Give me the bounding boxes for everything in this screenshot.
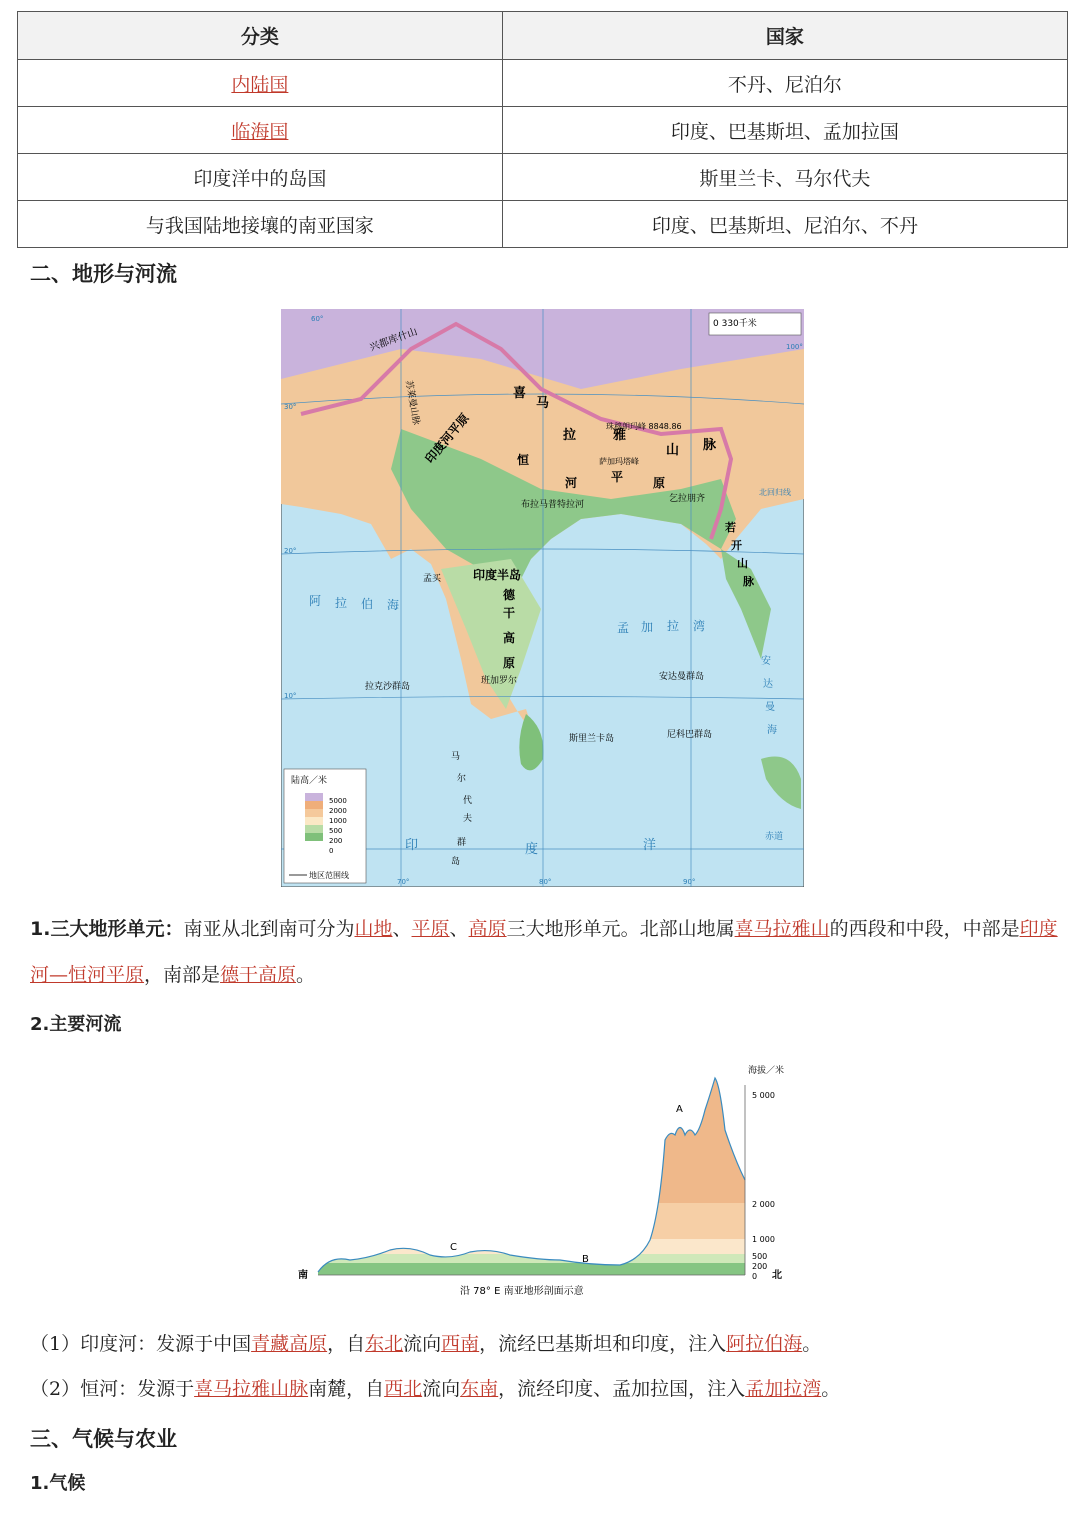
- label-andaman-sea-2: 达: [763, 679, 773, 690]
- label-bay-of-bengal-4: 湾: [693, 619, 706, 633]
- keyword-mountains: 山地: [354, 918, 393, 940]
- label-himalaya-5: 山: [666, 443, 680, 458]
- profile-north: 北: [772, 1270, 782, 1281]
- label-indian-ocean-1: 印: [405, 838, 419, 853]
- keyword-tibetan-plateau: 青藏高原: [251, 1333, 328, 1355]
- label-everest: 珠穆朗玛峰 8848.86: [606, 422, 682, 431]
- keyword-arabian-sea: 阿拉伯海: [726, 1333, 803, 1355]
- legend-value: 2000: [329, 807, 347, 815]
- label-maldives-1: 马: [451, 752, 461, 762]
- paragraph-ganges-river: [30, 1366, 1060, 1412]
- table-cell-category: 与我国陆地接壤的南亚国家: [18, 201, 503, 248]
- label-bay-of-bengal-2: 加: [641, 620, 654, 634]
- climate-heading: 1.气候: [30, 1473, 86, 1494]
- label-lon-90: 90°: [683, 878, 696, 886]
- para-text: 流向: [403, 1333, 442, 1355]
- label-indus-plain: 印度河平原: [422, 410, 472, 466]
- table-cell-countries: 印度、巴基斯坦、孟加拉国: [502, 107, 1067, 154]
- terrain-profile-diagram: [290, 1060, 810, 1300]
- label-himalaya-2: 马: [536, 396, 550, 411]
- rivers-heading: 2.主要河流: [30, 1014, 122, 1035]
- para-text: （2）恒河：发源于: [30, 1378, 195, 1400]
- keyword-himalaya: 喜马拉雅山: [734, 918, 830, 940]
- label-sulaiman: 苏莱曼山脉: [403, 379, 421, 426]
- label-himalaya-6: 脉: [703, 438, 717, 453]
- label-maldives-3: 代: [463, 796, 473, 806]
- label-bay-of-bengal-3: 拉: [667, 619, 680, 633]
- table-cell-category: [18, 60, 503, 107]
- label-nicobar: 尼科巴群岛: [667, 730, 713, 740]
- profile-fill: [290, 1060, 810, 1275]
- label-deccan-1: 德: [503, 588, 516, 602]
- label-ganges-plain-2: 河: [565, 476, 578, 490]
- label-himalaya-1: 喜: [513, 386, 527, 401]
- table-row: [18, 154, 1068, 201]
- label-srilanka: 斯里兰卡岛: [569, 734, 615, 744]
- section-title-climate: 三、气候与农业: [30, 1427, 177, 1451]
- para-text: ，南部是: [144, 964, 221, 986]
- label-andaman-sea-3: 曼: [765, 702, 775, 713]
- profile-tick: 5 000: [752, 1091, 775, 1100]
- profile-tick: 2 000: [752, 1200, 775, 1209]
- para-text: ，自: [327, 1333, 366, 1355]
- label-andaman: 安达曼群岛: [659, 672, 705, 682]
- keyword-bay-of-bengal: 孟加拉湾: [745, 1378, 822, 1400]
- table-cell-countries: 不丹、尼泊尔: [502, 60, 1067, 107]
- label-arabian-sea-2: 拉: [335, 596, 348, 610]
- keyword-southwest: 西南: [441, 1333, 480, 1355]
- category-link[interactable]: 临海国: [231, 120, 289, 143]
- para-text: 。: [821, 1378, 841, 1400]
- south-asia-terrain-map: [281, 309, 804, 887]
- section-title-terrain: 二、地形与河流: [30, 262, 177, 286]
- profile-tick: 1 000: [752, 1235, 775, 1244]
- keyword-indus-ganges-plain: 印度河—恒河平原: [30, 918, 1058, 986]
- label-brahmaputra: 布拉马普特拉河: [521, 500, 585, 510]
- table-row: [18, 201, 1068, 248]
- label-indian-ocean-2: 度: [525, 842, 539, 857]
- label-lat-10: 10°: [284, 692, 297, 700]
- label-deccan-3: 高: [503, 631, 516, 645]
- label-arakan-1: 若: [725, 521, 736, 534]
- para-text: 流向: [422, 1378, 461, 1400]
- legend-value: 500: [329, 827, 343, 835]
- para-text: 南麓，自: [308, 1378, 385, 1400]
- label-arabian-sea-4: 海: [387, 598, 400, 612]
- label-maldives-6: 岛: [451, 857, 461, 867]
- profile-south: 南: [298, 1270, 308, 1281]
- table-cell-countries: 斯里兰卡、马尔代夫: [502, 154, 1067, 201]
- legend-value: 1000: [329, 817, 347, 825]
- label-lon-60: 60°: [311, 315, 324, 323]
- label-kangchenjunga: 萨加玛塔峰: [599, 457, 639, 466]
- profile-tick: 0: [752, 1272, 758, 1281]
- label-bangalore: 班加罗尔: [481, 676, 518, 686]
- label-himalaya-4: 雅: [613, 428, 627, 443]
- label-arakan-4: 脉: [743, 575, 754, 588]
- keyword-southeast: 东南: [460, 1378, 499, 1400]
- table-cell-category: [18, 107, 503, 154]
- para-text: 南亚从北到南可分为: [183, 918, 355, 940]
- table-row: [18, 107, 1068, 154]
- label-deccan-4: 原: [503, 656, 516, 670]
- label-lat-30: 30°: [284, 403, 297, 411]
- label-lon-70: 70°: [397, 878, 410, 886]
- map-legend: [284, 769, 366, 883]
- paragraph-terrain-units: [30, 906, 1060, 998]
- legend-value: 200: [329, 837, 343, 845]
- label-mumbai: 孟买: [423, 574, 442, 584]
- label-maldives-2: 尔: [457, 774, 467, 784]
- legend-border: 地区范围线: [309, 871, 349, 880]
- label-arakan-2: 开: [731, 539, 742, 552]
- label-bay-of-bengal-1: 孟: [617, 621, 630, 635]
- label-lat-20: 20°: [284, 547, 297, 555]
- para-text: ，流经巴基斯坦和印度，注入: [479, 1333, 727, 1355]
- profile-tick: 500: [752, 1252, 768, 1261]
- label-arabian-sea-1: 阿: [309, 594, 322, 608]
- table-cell-countries: 印度、巴基斯坦、尼泊尔、不丹: [502, 201, 1067, 248]
- legend-title: 陆高／米: [291, 776, 328, 786]
- map-scale: 0 330千米: [713, 319, 757, 329]
- paragraph-indus-river: [30, 1321, 1060, 1367]
- profile-point-a: A: [676, 1104, 683, 1115]
- para-number: 1.: [30, 918, 51, 940]
- para-text: 的西段和中段，中部是: [829, 918, 1020, 940]
- country-classification-table: [17, 11, 1068, 248]
- para-text: 、: [449, 918, 469, 940]
- para-heading: 三大地形单元：: [50, 918, 184, 940]
- label-hindukush: 兴都库什山: [368, 326, 420, 354]
- label-lakshadweep: 拉克沙群岛: [365, 682, 411, 692]
- para-text: 三大地形单元。北部山地属: [506, 918, 735, 940]
- label-indian-ocean-3: 洋: [643, 838, 657, 853]
- profile-point-c: C: [450, 1242, 457, 1253]
- label-andaman-sea-4: 海: [767, 725, 777, 736]
- label-maldives-4: 夫: [463, 814, 473, 824]
- para-text: ，流经印度、孟加拉国，注入: [498, 1378, 746, 1400]
- table-header-countries: 国家: [502, 12, 1067, 60]
- label-lon-80: 80°: [539, 878, 552, 886]
- profile-tick: 200: [752, 1262, 768, 1271]
- label-ganges-plain-1: 恒: [517, 453, 530, 467]
- keyword-himalayas: 喜马拉雅山脉: [194, 1378, 309, 1400]
- profile-y-label: 海拔／米: [748, 1066, 785, 1076]
- table-cell-category: 印度洋中的岛国: [18, 154, 503, 201]
- label-ganges-plain-4: 原: [653, 476, 666, 490]
- label-tropic: 北回归线: [759, 488, 791, 497]
- label-ganges-plain-3: 平: [611, 470, 624, 484]
- label-himalaya-3: 拉: [563, 428, 577, 443]
- para-text: （1）印度河：发源于中国: [30, 1333, 252, 1355]
- label-maldives-5: 群: [457, 838, 467, 848]
- keyword-northeast: 东北: [365, 1333, 404, 1355]
- label-equator: 赤道: [765, 832, 784, 842]
- legend-value: 0: [329, 847, 334, 855]
- para-text: 、: [392, 918, 412, 940]
- table-row: [18, 60, 1068, 107]
- profile-point-b: B: [582, 1254, 589, 1265]
- profile-title: 沿 78° E 南亚地形剖面示意: [460, 1286, 584, 1297]
- label-peninsula: 印度半岛: [473, 568, 522, 582]
- keyword-deccan-plateau: 德干高原: [220, 964, 297, 986]
- keyword-plains: 平原: [411, 918, 450, 940]
- label-arakan-3: 山: [737, 557, 748, 570]
- para-text: 。: [296, 964, 316, 986]
- category-link[interactable]: 内陆国: [231, 73, 289, 96]
- label-arabian-sea-3: 伯: [361, 597, 374, 611]
- keyword-plateau: 高原: [468, 918, 507, 940]
- label-cherrapunji: 乞拉朋齐: [669, 494, 706, 504]
- label-lon-100: 100°: [786, 343, 803, 351]
- label-andaman-sea-1: 安: [761, 656, 771, 667]
- table-header-category: 分类: [18, 12, 503, 60]
- keyword-northwest: 西北: [384, 1378, 423, 1400]
- para-text: 。: [802, 1333, 822, 1355]
- legend-value: 5000: [329, 797, 347, 805]
- label-deccan-2: 干: [503, 606, 516, 620]
